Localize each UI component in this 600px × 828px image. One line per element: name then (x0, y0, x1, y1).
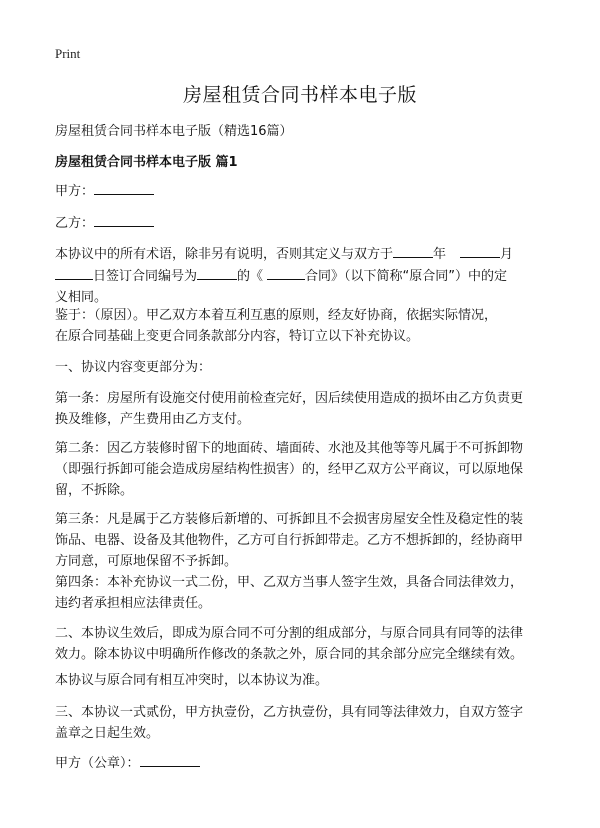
blank-contract-number (197, 265, 237, 280)
article-2-line: 留，不拆除。 (55, 483, 134, 498)
print-link[interactable]: Print (55, 46, 81, 61)
article-4-line: 第四条：本补充协议一式二份，甲、乙双方当事人签字生效，具备合同法律效力， (55, 575, 524, 590)
blank-contract-name (267, 265, 305, 280)
whereas-paragraph (55, 305, 555, 347)
blank-day (55, 265, 93, 280)
article-3-line: 第三条：凡是属于乙方装修后新增的、可拆卸且不会损害房屋安全性及稳定性的装 (55, 512, 524, 527)
part-two-line: 效力。除本协议中明确所作修改的条款之外，原合同的其余部分应完全继续有效。 (55, 647, 524, 662)
article-3 (55, 509, 555, 572)
section-heading: 房屋租赁合同书样本电子版 篇1 (55, 155, 238, 170)
part-one-heading: 一、协议内容变更部分为： (55, 360, 212, 375)
party-a-line (55, 180, 555, 202)
article-1 (55, 388, 555, 430)
article-2 (55, 438, 555, 501)
party-b-blank (94, 212, 154, 227)
part-three-line: 盖章之日起生效。 (55, 726, 160, 741)
article-2-line: 第二条：因乙方装修时留下的地面砖、墙面砖、水池及其他等等凡属于不可拆卸物 (55, 441, 524, 456)
party-b-line (55, 212, 555, 234)
article-3-line: 方同意，可原地保留不予拆卸。 (55, 554, 238, 569)
article-2-line: （即强行拆卸可能会造成房屋结构性损害）的，经甲乙双方公平商议，可以原地保 (55, 462, 524, 477)
document-title: 房屋租赁合同书样本电子版 (182, 84, 417, 106)
document-subtitle: 房屋租赁合同书样本电子版（精选16篇） (55, 124, 293, 139)
blank-year (393, 243, 433, 258)
party-a-seal-line (55, 752, 555, 774)
conflict-clause: 本协议与原合同有相互冲突时，以本协议为准。 (55, 673, 329, 688)
definitions-text-3: 的《 (237, 269, 264, 284)
article-4-line: 违约者承担相应法律责任。 (55, 596, 212, 611)
party-a-seal-label: 甲方（公章）： (55, 756, 140, 771)
article-4 (55, 572, 555, 614)
party-a-label: 甲方： (55, 184, 95, 199)
part-three-line: 三、本协议一式贰份，甲方执壹份，乙方执壹份，具有同等法律效力，自双方签字 (55, 705, 524, 720)
definitions-text-1: 本协议中的所有术语，除非另有说明，否则其定义与双方于 (55, 247, 394, 262)
part-two-paragraph (55, 623, 555, 665)
article-1-line: 换及维修，产生费用由乙方支付。 (55, 412, 251, 427)
part-three-paragraph (55, 702, 555, 744)
definitions-text-2: 日签订合同编号为 (93, 269, 198, 284)
definitions-paragraph (55, 243, 555, 308)
blank-month (460, 243, 500, 258)
whereas-line: 在原合同基础上变更合同条款部分内容，特订立以下补充协议。 (55, 329, 420, 344)
definitions-text-5: 义相同。 (55, 290, 108, 305)
party-b-label: 乙方： (55, 216, 95, 231)
definitions-year: 年 (433, 247, 447, 262)
party-a-blank (94, 180, 154, 195)
whereas-line: 鉴于：（原因）。甲乙双方本着互利互惠的原则，经友好协商，依据实际情况， (55, 308, 498, 323)
definitions-text-4: 合同》（以下简称“原合同”）中的定 (305, 269, 508, 284)
part-two-line: 二、本协议生效后，即成为原合同不可分割的组成部分，与原合同具有同等的法律 (55, 626, 524, 641)
article-3-line: 饰品、电器、设备及其他物件，乙方可自行拆卸带走。乙方不想拆卸的，经协商甲 (55, 533, 524, 548)
article-1-line: 第一条：房屋所有设施交付使用前检查完好，因后续使用造成的损坏由乙方负责更 (55, 391, 524, 406)
party-a-seal-blank (140, 752, 200, 767)
definitions-month: 月 (500, 247, 514, 262)
